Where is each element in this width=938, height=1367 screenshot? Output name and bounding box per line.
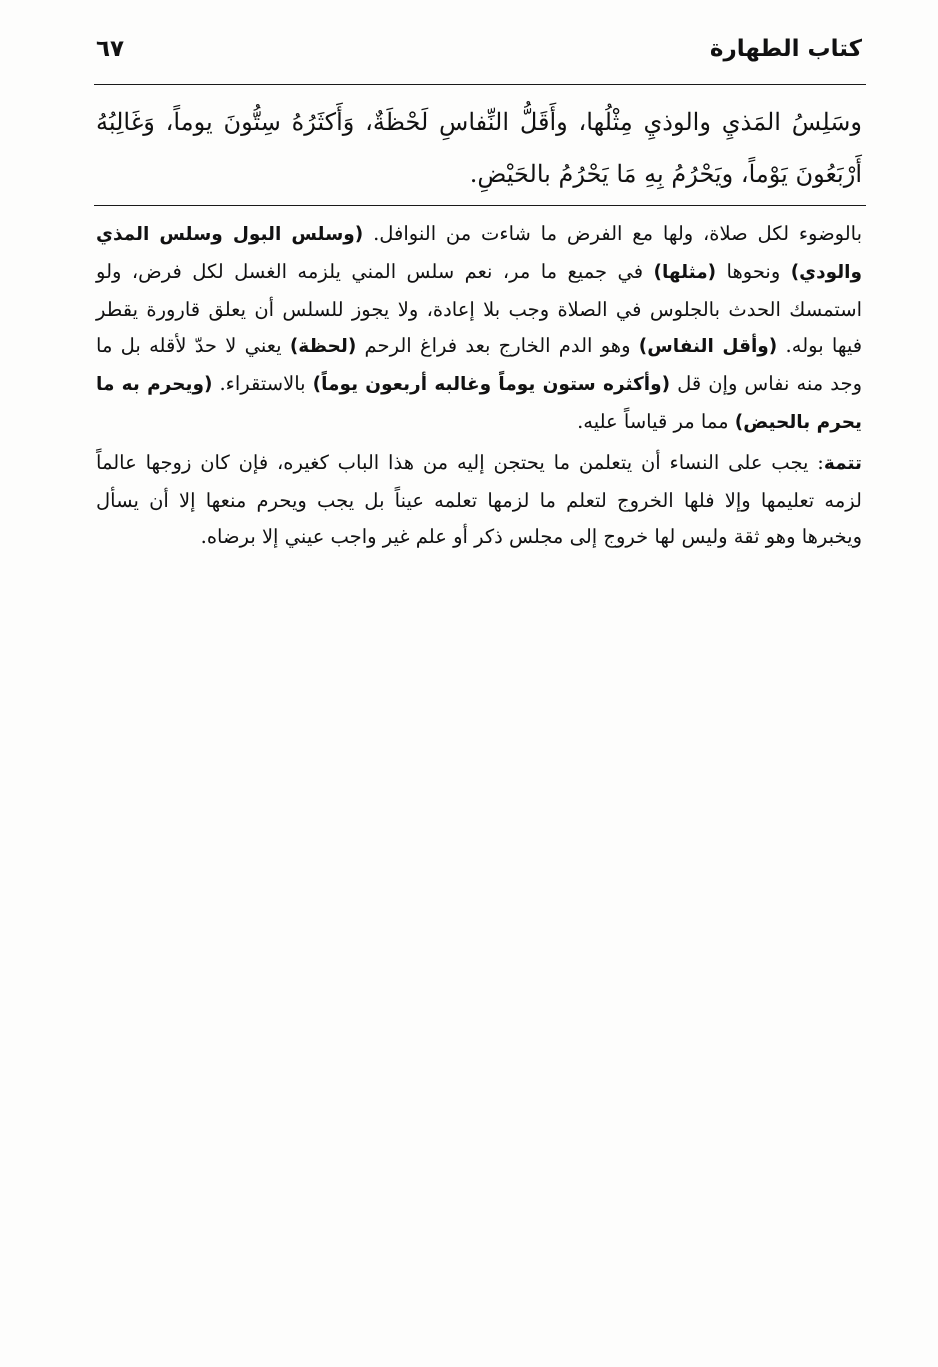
commentary-text: : يجب على النساء أن يتعلمن ما يحتجن إليه من هذا الباب كغيره، فإن كان زوجها عالماً لزمه تعليمها وإلا فلها الخروج لتعلم ما لزمها تعلمه عيناً بل يجب ويحرم منعها إلا أن يسأل ويخبرها وهو ثقة وليس لها خروج إلى مجلس ذكر أو علم غير واجب عيني إلا برضاه. xyxy=(96,450,862,549)
commentary-text: مما مر قياساً عليه. xyxy=(577,409,729,433)
quoted-main-text: (وسلس البول وسلس المذي والودي) xyxy=(96,224,862,283)
page-number: ٦٧ xyxy=(96,36,125,62)
quoted-main-text: (ويحرم به ما يحرم بالحيض) xyxy=(96,374,862,433)
commentary-text: وهو الدم الخارج بعد فراغ الرحم xyxy=(364,334,631,358)
commentary-text: يعني لا حدّ لأقله بل ما وجد منه نفاس وإن قل xyxy=(96,334,862,396)
quoted-main-text: (وأكثره ستون يوماً وغالبه أربعون يوماً) xyxy=(312,374,671,396)
commentary xyxy=(96,216,862,556)
header-divider xyxy=(94,84,866,85)
main-text-body: وسَلِسُ المَذيِ والوذيِ مِثْلُها، وأَقَلُّ النِّفاسِ لَحْظَةٌ، وَأَكثَرُهُ سِتُّونَ يوماً، وَغَالِبُهُ أَرْبَعُونَ يَوْماً، ويَحْرُمُ بِهِ مَا يَحْرُمُ بالحَيْضِ. xyxy=(96,108,862,188)
commentary-paragraph-1 xyxy=(96,216,862,442)
commentary-paragraph-2 xyxy=(96,445,862,556)
commentary-divider xyxy=(94,205,866,206)
quoted-main-text: (لحظة) xyxy=(289,336,357,358)
page-header xyxy=(96,32,862,72)
quoted-main-text: (وأقل النفاس) xyxy=(638,336,778,358)
chapter-title: كتاب الطهارة xyxy=(709,36,862,62)
commentary-text: بالوضوء لكل صلاة، ولها مع الفرض ما شاءت من النوافل. xyxy=(373,222,863,245)
quoted-main-text: (مثلها) xyxy=(653,261,717,283)
supplement-heading: تتمة xyxy=(823,452,862,474)
commentary-text: بالاستقراء. xyxy=(219,372,306,396)
main-text xyxy=(96,96,862,200)
commentary-text: في جميع ما مر، نعم سلس المني يلزمه الغسل لكل فرض، ولو استمسك الحدث بالجلوس في الصلاة وجب بلا إعادة، ولا يجوز للسلس أن يعلق قارورة يقطر فيها بوله. xyxy=(96,259,863,358)
commentary-text: ونحوها xyxy=(726,259,781,283)
